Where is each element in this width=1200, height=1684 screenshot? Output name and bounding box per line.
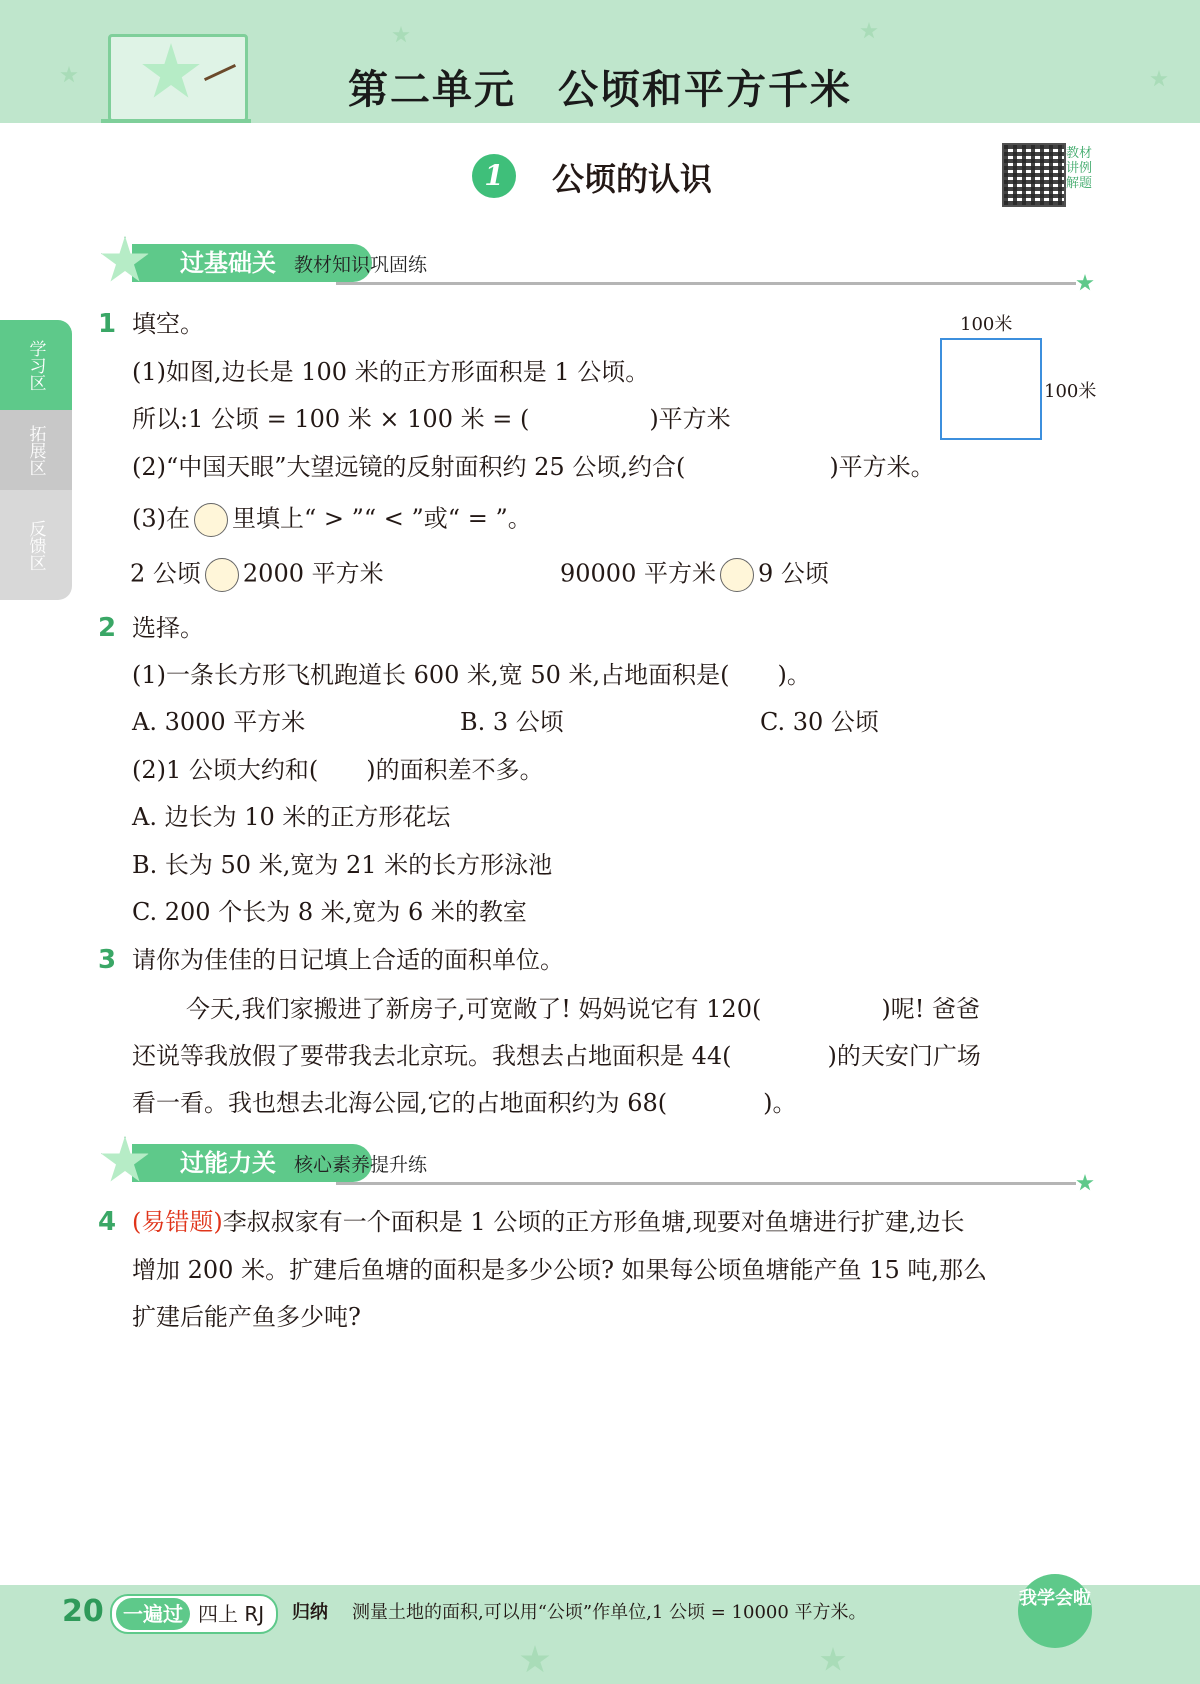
section-badge: 过基础关 bbox=[132, 244, 372, 282]
compare-left: 2 公顷 bbox=[130, 559, 201, 588]
option-b[interactable]: B. 长为 50 米,宽为 21 米的长方形泳池 bbox=[132, 851, 553, 879]
question-text bbox=[132, 1207, 965, 1237]
brand-name: 一遍过 bbox=[116, 1598, 190, 1630]
compare-right: 9 公顷 bbox=[757, 559, 829, 588]
qr-code-icon[interactable] bbox=[1002, 143, 1066, 207]
figure-side-label: 100米 bbox=[1044, 381, 1097, 402]
page-header bbox=[0, 0, 1200, 123]
question-number: 1 bbox=[98, 309, 117, 339]
question-text: (2)1 公顷大约和( )的面积差不多。 bbox=[132, 756, 544, 784]
star-decoration-icon bbox=[392, 26, 410, 44]
answer-circle-example bbox=[194, 503, 228, 537]
star-decoration-icon bbox=[520, 1645, 550, 1675]
compare-item bbox=[560, 558, 829, 592]
star-decoration-icon bbox=[860, 22, 878, 40]
diary-text: 今天,我们家搬进了新房子,可宽敞了! 妈妈说它有 120( )呢! 爸爸 bbox=[186, 995, 980, 1023]
section-badge: 过能力关 bbox=[132, 1144, 372, 1182]
option-a[interactable]: A. 边长为 10 米的正方形花坛 bbox=[132, 803, 451, 831]
answer-circle[interactable] bbox=[720, 558, 754, 592]
question-title: 请你为佳佳的日记填上合适的面积单位。 bbox=[132, 946, 564, 974]
section-subtitle: 教材知识巩固练 bbox=[294, 254, 428, 276]
star-end-icon bbox=[1076, 274, 1094, 292]
summary-tag: 归纳 bbox=[292, 1602, 328, 1623]
error-prone-tag: (易错题) bbox=[132, 1208, 223, 1236]
option-b[interactable]: B. 3 公顷 bbox=[460, 708, 564, 736]
option-c[interactable]: C. 30 公顷 bbox=[760, 708, 879, 736]
diary-text: 看一看。我也想去北海公园,它的占地面积约为 68( )。 bbox=[132, 1089, 797, 1117]
answer-circle[interactable] bbox=[205, 558, 239, 592]
question-text-part: (3)在 bbox=[132, 504, 190, 533]
summary-text: 测量土地的面积,可以用“公顷”作单位,1 公顷 = 10000 平方米。 bbox=[352, 1602, 867, 1623]
side-tab-study[interactable]: 学习区 bbox=[0, 320, 72, 410]
section-subtitle: 核心素养提升练 bbox=[294, 1154, 428, 1176]
question-text: (2)“中国天眼”大望远镜的反射面积约 25 公顷,约合( )平方米。 bbox=[132, 453, 935, 481]
star-end-icon bbox=[1076, 1174, 1094, 1192]
section-header-basic bbox=[96, 236, 1096, 288]
question-number: 2 bbox=[98, 613, 117, 643]
question-text: (1)一条长方形飞机跑道长 600 米,宽 50 米,占地面积是( )。 bbox=[132, 661, 811, 689]
compare-item bbox=[130, 558, 384, 592]
question-text: 所以:1 公顷 = 100 米 × 100 米 = ( )平方米 bbox=[132, 405, 731, 433]
square-figure bbox=[940, 338, 1042, 440]
section-divider bbox=[336, 282, 1076, 285]
lesson-title: 公顷的认识 bbox=[552, 160, 713, 198]
figure-top-label: 100米 bbox=[960, 314, 1013, 335]
unit-title: 第二单元 公顷和平方千米 bbox=[348, 67, 852, 113]
question-title: 选择。 bbox=[132, 614, 204, 642]
option-a[interactable]: A. 3000 平方米 bbox=[132, 708, 306, 736]
compare-left: 90000 平方米 bbox=[560, 559, 716, 588]
question-text: 增加 200 米。扩建后鱼塘的面积是多少公顷? 如果每公顷鱼塘能产鱼 15 吨,那么 bbox=[132, 1256, 987, 1284]
board-stand bbox=[101, 119, 251, 123]
diary-text: 还说等我放假了要带我去北京玩。我想去占地面积是 44( )的天安门广场 bbox=[132, 1042, 981, 1070]
learned-badge[interactable]: 我学会啦 bbox=[1018, 1574, 1092, 1648]
question-text-part: 里填上“ > ”“ < ”或“ = ”。 bbox=[232, 504, 532, 533]
qr-label: 教材讲例解题 bbox=[1066, 146, 1093, 191]
star-decoration-icon bbox=[820, 1647, 846, 1673]
section-header-ability bbox=[96, 1136, 1096, 1188]
question-number: 4 bbox=[98, 1207, 117, 1237]
question-text: 扩建后能产鱼多少吨? bbox=[132, 1303, 361, 1331]
page-number: 20 bbox=[62, 1594, 104, 1629]
question-title: 填空。 bbox=[132, 310, 204, 338]
question-text bbox=[132, 503, 532, 537]
side-tab-feedback[interactable]: 反馈区 bbox=[0, 490, 72, 600]
section-divider bbox=[336, 1182, 1076, 1185]
question-text-part: 李叔叔家有一个面积是 1 公顷的正方形鱼塘,现要对鱼塘进行扩建,边长 bbox=[222, 1208, 965, 1236]
question-text: (1)如图,边长是 100 米的正方形面积是 1 公顷。 bbox=[132, 358, 650, 386]
compare-right: 2000 平方米 bbox=[242, 559, 384, 588]
grade-label: 四上 RJ bbox=[198, 1602, 265, 1626]
lesson-number-badge: 1 bbox=[472, 154, 516, 198]
question-number: 3 bbox=[98, 945, 117, 975]
brand-badge bbox=[110, 1594, 278, 1634]
side-tab-extend[interactable]: 拓展区 bbox=[0, 410, 72, 490]
option-c[interactable]: C. 200 个长为 8 米,宽为 6 米的教室 bbox=[132, 898, 527, 926]
